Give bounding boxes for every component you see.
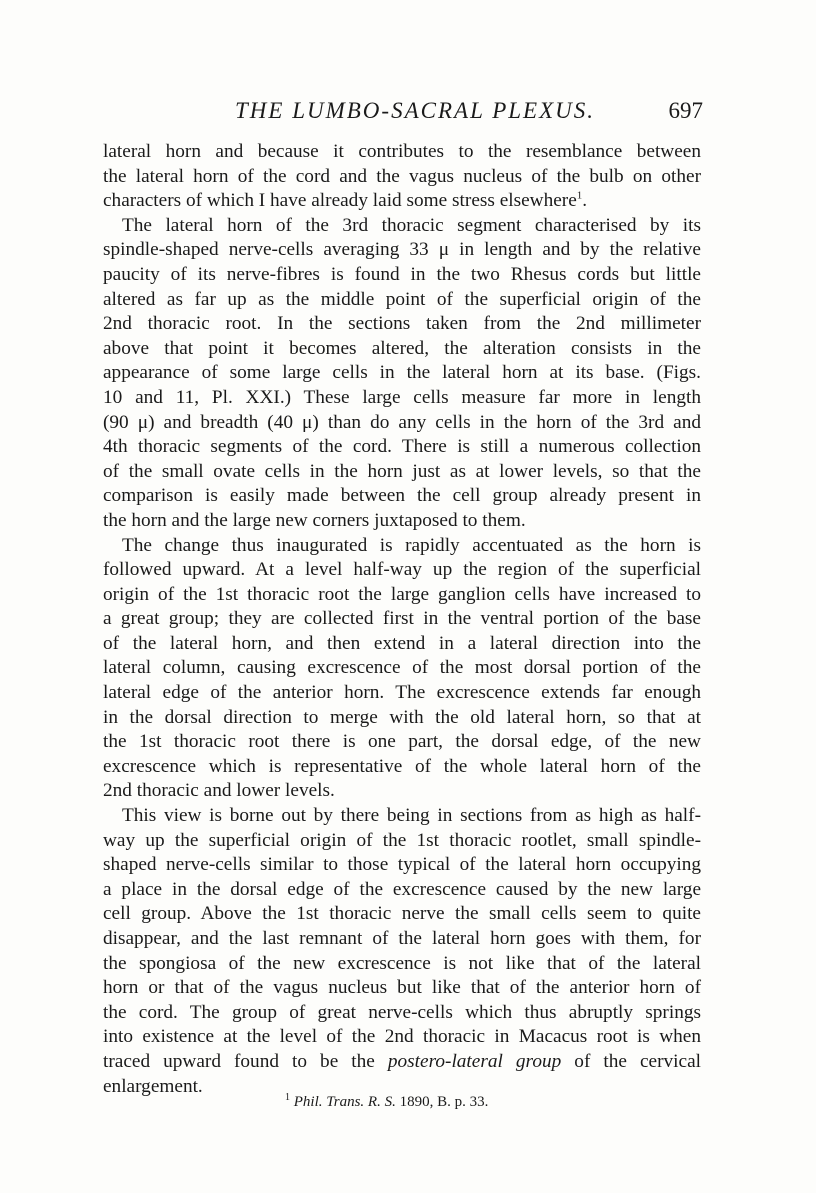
text-line: 2nd thoracic and lower levels.	[103, 780, 335, 802]
paragraph-start-line: The change thus inaugurated is rapidly accentuated as the horn is	[122, 534, 701, 556]
text-line: the cord. The group of great nerve-cells which thus abruptly springs	[103, 1001, 701, 1023]
text-line: way up the superficial origin of the 1st thoracic rootlet, small spindle-	[103, 829, 701, 851]
text-line: of the small ovate cells in the horn just as at lower levels, so that the	[103, 460, 701, 482]
text-line: enlargement.	[103, 1075, 203, 1097]
footnote-journal: Phil. Trans. R. S.	[293, 1094, 396, 1110]
text-line: in the dorsal direction to merge with the old lateral horn, so that at	[103, 706, 701, 728]
text-line: lateral edge of the anterior horn. The excrescence extends far enough	[103, 682, 701, 704]
text-line: the horn and the large new corners juxtaposed to them.	[103, 509, 526, 531]
footnote-reference: 1	[576, 189, 583, 202]
page-number: 697	[668, 98, 703, 123]
text-line: origin of the 1st thoracic root the large ganglion cells have increased to	[103, 583, 701, 605]
text-line: lateral horn and because it contributes to the resemblance between	[103, 141, 701, 162]
text-line: 10 and 11, Pl. XXI.) These large cells measure far more in length	[103, 386, 701, 408]
text-line: followed upward. At a level half-way up the region of the superficial	[103, 559, 701, 581]
text-line	[103, 1050, 701, 1075]
text-line: above that point it becomes altered, the alteration consists in the	[103, 337, 701, 359]
footnote-details: 1890, B. p. 33.	[399, 1094, 489, 1110]
text-line: appearance of some large cells in the lateral horn at its base. (Figs.	[103, 362, 701, 384]
text-line: (90 μ) and breadth (40 μ) than do any cells in the horn of the 3rd and	[103, 411, 701, 433]
text-line: altered as far up as the middle point of the superficial origin of the	[103, 288, 701, 310]
running-title: THE LUMBO-SACRAL PLEXUS.	[235, 98, 595, 123]
text-line: cell group. Above the 1st thoracic nerve the small cells seem to quite	[103, 903, 701, 925]
page-header	[103, 98, 703, 128]
text-line: paucity of its nerve-fibres is found in the two Rhesus cords but little	[103, 263, 701, 285]
text-line: the lateral horn of the cord and the vagus nucleus of the bulb on other	[103, 165, 701, 187]
text-line: the spongiosa of the new excrescence is not like that of the lateral	[103, 952, 701, 974]
text-span: characters of which I have already laid some stress elsewhere	[103, 190, 577, 212]
text-line: 2nd thoracic root. In the sections taken from the 2nd millimeter	[103, 313, 701, 335]
text-line	[103, 189, 701, 214]
text-line: comparison is easily made between the cell group already present in	[103, 485, 701, 507]
text-line: excrescence which is representative of the whole lateral horn of the	[103, 755, 701, 777]
text-line: 4th thoracic segments of the cord. There is still a numerous collection	[103, 436, 701, 458]
text-line: shaped nerve-cells similar to those typical of the lateral horn occupying	[103, 854, 701, 876]
text-line: a place in the dorsal edge of the excrescence caused by the new large	[103, 878, 701, 900]
footnote-mark: 1	[285, 1092, 290, 1103]
text-line: the 1st thoracic root there is one part, the dorsal edge, of the new	[103, 731, 701, 753]
footnote	[285, 1092, 488, 1111]
text-span: traced upward found to be the	[103, 1050, 375, 1072]
paragraph-start-line: This view is borne out by there being in sections from as high as half-	[122, 805, 701, 827]
text-line: spindle-shaped nerve-cells averaging 33 μ in length and by the relative	[103, 239, 701, 261]
text-line: into existence at the level of the 2nd thoracic in Macacus root is when	[103, 1026, 701, 1048]
text-line: horn or that of the vagus nucleus but like that of the anterior horn of	[103, 977, 701, 999]
paragraph-start-line: The lateral horn of the 3rd thoracic segment characterised by its	[122, 214, 701, 236]
text-line: of the lateral horn, and then extend in a lateral direction into the	[103, 632, 701, 654]
text-line: disappear, and the last remnant of the lateral horn goes with them, for	[103, 928, 701, 949]
emphasized-term: postero-lateral group	[387, 1050, 562, 1072]
text-line: a great group; they are collected first in the ventral portion of the base	[103, 608, 701, 630]
body-text	[103, 140, 701, 1099]
text-span: of the cervical	[574, 1050, 701, 1072]
text-span: .	[582, 190, 588, 212]
text-line: lateral column, causing excrescence of the most dorsal portion of the	[103, 657, 701, 679]
